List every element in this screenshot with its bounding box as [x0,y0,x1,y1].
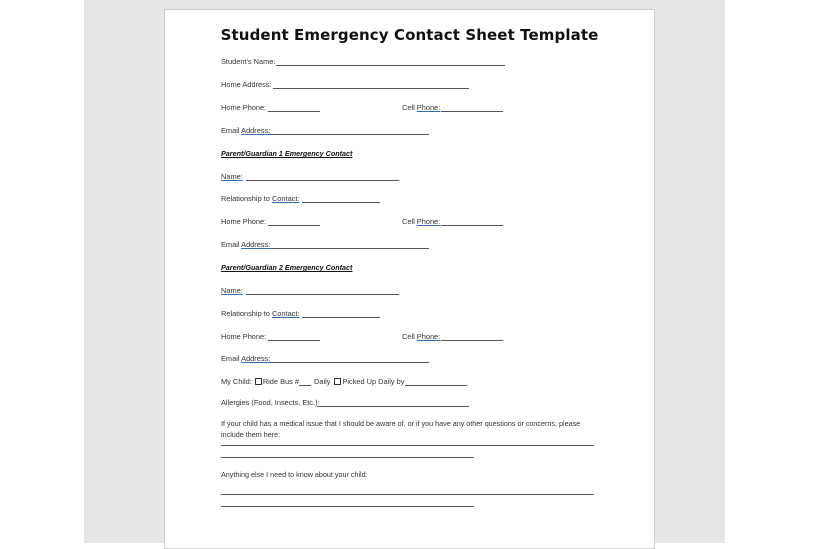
guardian1-relationship-label: Relationship to Contact: [221,194,300,203]
ride-bus-label: Ride Bus # [262,377,299,386]
students-name-label: Student's Name: [221,57,276,66]
guardian1-cell-phone-field[interactable] [441,225,503,226]
guardian2-email-label: Email Address: [221,354,271,363]
document-title: Student Emergency Contact Sheet Template [220,26,599,44]
picked-up-row [314,377,404,387]
anything-else-text: Anything else I need to know about your child: [221,470,368,479]
anything-else-line-2[interactable] [221,506,474,507]
guardian1-heading: Parent/Guardian 1 Emergency Contact [221,149,353,158]
guardian2-heading: Parent/Guardian 2 Emergency Contact [221,263,353,272]
picked-up-by-field[interactable] [405,385,467,386]
guardian1-home-phone-label: Home Phone: [221,217,267,226]
my-child-row [221,377,299,387]
guardian1-cell-phone-label: Cell Phone: [402,217,441,226]
ride-bus-checkbox[interactable] [255,378,262,385]
bus-number-field[interactable] [299,385,311,386]
students-name-field[interactable] [276,65,505,66]
picked-up-checkbox[interactable] [334,378,341,385]
guardian2-name-label: Name: [221,286,243,295]
document-page [164,9,655,549]
cell-phone-label: Cell Phone: [402,103,441,112]
home-phone-field[interactable] [268,111,320,112]
guardian2-name-field[interactable] [246,294,399,295]
guardian2-home-phone-label: Home Phone: [221,332,267,341]
my-child-label: My Child: [221,377,252,386]
cell-phone-field[interactable] [441,111,503,112]
guardian1-name-label: Name: [221,172,243,181]
home-address-label: Home Address: [221,80,272,89]
guardian2-home-phone-field[interactable] [268,340,320,341]
guardian2-relationship-label: Relationship to Contact: [221,309,300,318]
home-address-field[interactable] [273,88,469,89]
email-address-field[interactable] [270,134,429,135]
home-phone-label: Home Phone: [221,103,267,112]
guardian1-email-label: Email Address: [221,240,271,249]
guardian2-email-field[interactable] [270,362,429,363]
guardian1-name-field[interactable] [246,180,399,181]
medical-note-line-1[interactable] [221,445,594,446]
allergies-field[interactable] [318,406,469,407]
email-address-label: Email Address: [221,126,271,135]
guardian2-cell-phone-field[interactable] [441,340,503,341]
guardian2-cell-phone-label: Cell Phone: [402,332,441,341]
picked-up-label: Picked Up Daily by [342,377,405,386]
guardian1-home-phone-field[interactable] [268,225,320,226]
medical-note-text: If your child has a medical issue that I should be aware of, or if you have any other questions or concerns, please include them here: [221,419,581,439]
guardian1-relationship-field[interactable] [302,202,380,203]
daily-label: Daily [314,377,331,386]
guardian1-email-field[interactable] [270,248,429,249]
guardian2-relationship-field[interactable] [302,317,380,318]
medical-note-line-2[interactable] [221,457,474,458]
allergies-label: Allergies (Food, Insects, Etc.): [221,398,320,407]
anything-else-line-1[interactable] [221,494,594,495]
